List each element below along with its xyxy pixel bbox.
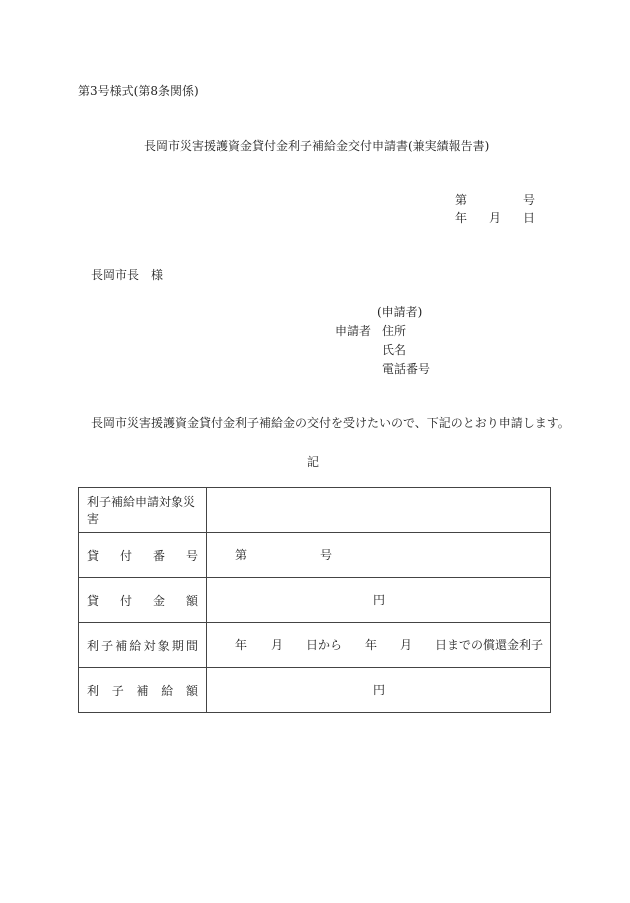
loan-amount-field[interactable]: [207, 578, 551, 623]
date-day: 日: [523, 211, 536, 225]
period-year-2: 年: [365, 638, 378, 652]
row-label-disaster: 利子補給申請対象災害: [79, 488, 207, 533]
date-month: 月: [489, 211, 502, 225]
applicant-role: 申請者: [335, 324, 372, 338]
body-text: 長岡市災害援護資金貸付金利子補給金の交付を受けたいので、下記のとおり申請します。: [91, 416, 570, 430]
table-row: [79, 488, 551, 533]
row-label-loan-amount: 貸 付 金 額: [79, 578, 207, 623]
loan-number-prefix: 第: [235, 548, 248, 562]
table-row: [79, 533, 551, 578]
form-number: 第3号様式(第8条関係): [78, 84, 199, 98]
row-label-subsidy-amount: 利 子 補 給 額: [79, 668, 207, 713]
row-label-loan-number: 貸 付 番 号: [79, 533, 207, 578]
period-month-2: 月: [400, 638, 413, 652]
disaster-field[interactable]: [207, 488, 551, 533]
application-table: [78, 487, 551, 713]
ki-heading: 記: [307, 455, 320, 469]
subsidy-amount-unit: 円: [373, 683, 386, 697]
applicant-name-label: 氏名: [382, 343, 407, 357]
subsidy-amount-field[interactable]: [207, 668, 551, 713]
doc-number-suffix: 号: [523, 193, 536, 207]
loan-number-suffix: 号: [320, 548, 333, 562]
table-row: [79, 623, 551, 668]
period-month-1: 月: [271, 638, 284, 652]
period-end: 日までの償還金利子: [435, 638, 544, 652]
period-field[interactable]: [207, 623, 551, 668]
page-title: 長岡市災害援護資金貸付金利子補給金交付申請書(兼実績報告書): [144, 139, 490, 153]
applicant-phone-label: 電話番号: [382, 362, 431, 376]
table-row: [79, 668, 551, 713]
row-label-period: 利 子 補 給 対 象 期 間: [79, 623, 207, 668]
period-year-1: 年: [235, 638, 248, 652]
loan-amount-unit: 円: [373, 593, 386, 607]
loan-number-field[interactable]: [207, 533, 551, 578]
addressee: 長岡市長 様: [91, 268, 164, 282]
table-row: [79, 578, 551, 623]
date-year: 年: [455, 211, 468, 225]
applicant-address-label: 住所: [382, 324, 407, 338]
doc-number-prefix: 第: [455, 193, 468, 207]
applicant-paren-label: (申請者): [377, 305, 423, 319]
period-day-from: 日から: [306, 638, 343, 652]
